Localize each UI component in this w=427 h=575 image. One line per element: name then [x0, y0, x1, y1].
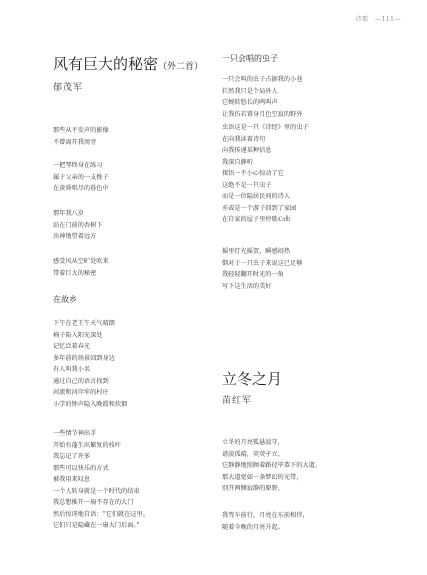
- poem-line: 小学的钟声隐入晚霞和炊烟: [53, 400, 128, 408]
- poem-author: 郁茂军: [53, 83, 84, 93]
- poem-title-singing-insect: 一只会唱的虫子: [222, 54, 278, 63]
- poem-line: 摇里灯光摇贺，瞬感闷热: [222, 248, 291, 255]
- poem-line: 写下这生活的美好: [222, 282, 272, 290]
- poem-line: 多年前的场景回到身边: [53, 354, 115, 362]
- poem-line: 在黄昏唱尽的暮色中: [53, 185, 109, 192]
- poem-line: 而是一位隐居民间的诗人: [222, 193, 291, 200]
- page-header: [356, 14, 401, 23]
- poem-line: 有人叫我小名: [53, 366, 91, 373]
- poem-stanza: [53, 428, 149, 532]
- poem-line: 出神地望着远方: [53, 233, 97, 240]
- poem-line: 我忘记了许多: [53, 453, 91, 460]
- page-number: —111—: [375, 16, 401, 23]
- poem-stanza: [222, 510, 309, 533]
- poem-stanza: [222, 246, 302, 292]
- poem-line: 我驾车前行，月亮在东前相伴，: [222, 512, 309, 519]
- poem-line: 记忆泛着春光: [53, 343, 91, 350]
- poem-line: 亦或是一个游子回到了家园: [222, 204, 297, 212]
- poem-line: 别开两侧寂静的原野。: [222, 485, 284, 492]
- poem-line: 立冬的月亮孤悬寂守，: [222, 439, 284, 446]
- poem-line: 在自家的屋子里停歇心曲: [222, 216, 291, 223]
- poem-line: 在向我读着诗句: [222, 135, 266, 143]
- poem-title-wind-secret: 风有巨大的秘密（外二首）: [53, 55, 204, 73]
- poem-stanza: [222, 74, 302, 120]
- poem-line: 一些情节神出手: [53, 430, 97, 437]
- poem-line: 感受风从空旷处吹来: [53, 258, 109, 265]
- poem-line: 我深自静听: [222, 158, 253, 166]
- poem-line: 站在门前的杏树下: [53, 221, 103, 229]
- poem-stanza: [53, 256, 109, 279]
- header-section: 诗歌: [355, 16, 369, 23]
- poem-title-winter-moon: 立冬之月: [222, 370, 283, 388]
- poem-line: 一个人转身就是一个时代的结束: [53, 487, 140, 495]
- poem-line: 属于父亲的一支挽子: [53, 173, 109, 181]
- poem-line: 它婉转悠长的鸣叫声: [222, 99, 278, 106]
- poem-line: 下午在老王午天气晴朗: [53, 320, 115, 327]
- poem-line: 然后惊讶地自语：“它们就在这里。: [53, 510, 149, 518]
- poem-line: 它静静地照顾着路径毕恭下的大道。: [222, 462, 321, 469]
- poem-line: 不曾离开我周旁: [53, 138, 97, 146]
- poem-stanza: [53, 318, 127, 410]
- poem-stanza: [53, 125, 109, 148]
- poem-line: 带着巨大的秘密: [53, 269, 97, 277]
- poem-line: 它们只是隐藏在一扇大门后面。”: [53, 522, 140, 529]
- poem-line: 拦然我只是个局外人: [222, 87, 278, 95]
- poem-line: 那些可以快乐的方式: [53, 464, 109, 472]
- poem-line: 开始有蓬生出繁复的枝叶: [53, 441, 122, 449]
- poem-line: 那大道宽如一条梦幻的光带，: [222, 473, 303, 481]
- poem-line: 那年我八岁: [53, 210, 84, 217]
- poem-line: 椅子陷入阳光深处: [53, 331, 103, 339]
- poem-line: 随着今晚的月亮升起。: [222, 523, 284, 531]
- poem-line: 向我传递某种信息: [222, 147, 272, 154]
- poem-line: 我总想推开一扇不存在的大门: [53, 499, 134, 506]
- poem-line: 谱淡孤晴，荧荧孑立。: [222, 450, 284, 458]
- poem-line: 让我仿若置身月色空寂的野外: [222, 110, 303, 118]
- poem-line: 通过自己的语言找到: [53, 377, 109, 385]
- poem-line: 虫语这是一只《诗经》里的虫子: [222, 124, 309, 131]
- poem-line: 我轻轻翻开时光的一角: [222, 271, 284, 278]
- poem-line: 一把琴终身在练习: [53, 162, 103, 169]
- poem-line: 探悟一不小心惊动了它: [222, 170, 284, 177]
- poem-stanza: [222, 437, 321, 495]
- poem-stanza: [53, 208, 103, 243]
- poem-line: 河流和河岸牢的村庄: [53, 389, 109, 396]
- poem-subtitle: （外二首）: [158, 62, 204, 72]
- poem-stanza: [222, 122, 309, 226]
- poem-author: 苗红军: [222, 396, 253, 406]
- poem-title-hometown: 在故乡: [53, 295, 77, 304]
- poem-line: 一只会叫的虫子占据我的小巷: [222, 76, 303, 83]
- poem-line: 这绝不是一只虫子: [222, 181, 272, 189]
- poem-stanza: [53, 160, 109, 195]
- poem-line: 被我用来叹息: [53, 476, 91, 483]
- poem-line: 那些从不发声的影像: [53, 127, 109, 134]
- poem-line: 倒对于一只虫子来说这已足够: [222, 259, 303, 267]
